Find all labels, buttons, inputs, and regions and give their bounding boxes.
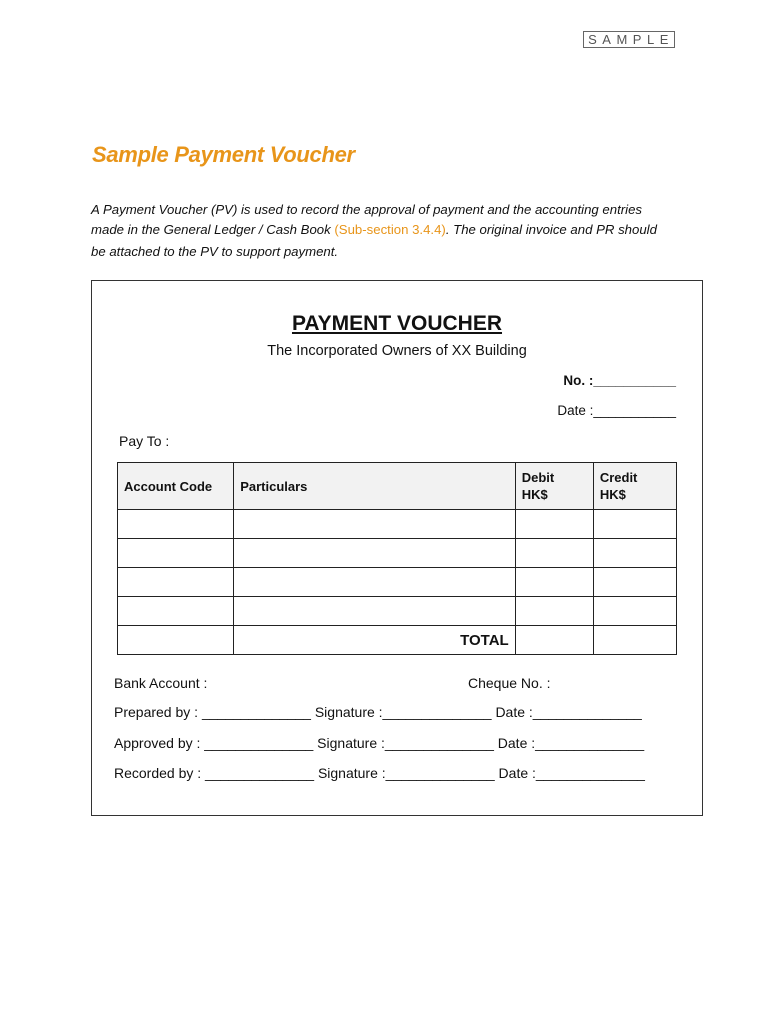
intro-line-2-tail: . The original invoice and PR should	[445, 222, 657, 237]
pay-to-field: Pay To :	[119, 433, 170, 449]
voucher-date-field: Date :___________	[557, 403, 676, 418]
entry-cell[interactable]	[118, 510, 234, 539]
total-debit-cell[interactable]	[515, 626, 593, 655]
entry-cell[interactable]	[515, 568, 593, 597]
subsection-reference: (Sub-section 3.4.4)	[334, 222, 446, 237]
accounting-entries-table	[117, 462, 677, 655]
entry-cell[interactable]	[118, 626, 234, 655]
intro-line-2-text: made in the General Ledger / Cash Book	[91, 222, 335, 237]
header-credit-label: Credit	[599, 470, 638, 485]
entry-cell[interactable]	[593, 568, 676, 597]
intro-paragraph	[91, 200, 703, 262]
header-credit	[593, 463, 676, 510]
entry-cell[interactable]	[118, 597, 234, 626]
intro-line-3: be attached to the PV to support payment.	[91, 244, 339, 259]
entry-cell[interactable]	[515, 510, 593, 539]
cheque-number-field: Cheque No. :	[468, 675, 551, 691]
header-account-code: Account Code	[118, 463, 234, 510]
prepared-by-line: Prepared by : ______________ Signature :______________ Date :______________	[114, 704, 642, 720]
voucher-number-field: No. :___________	[563, 373, 676, 388]
intro-line-1: A Payment Voucher (PV) is used to record the approval of payment and the accounting entries	[91, 202, 643, 217]
header-debit-label: Debit	[521, 470, 555, 485]
header-particulars: Particulars	[234, 463, 516, 510]
table-row	[118, 510, 677, 539]
sample-stamp: SAMPLE	[583, 31, 675, 48]
approved-by-line: Approved by : ______________ Signature :______________ Date :______________	[114, 735, 645, 751]
table-row	[118, 568, 677, 597]
payment-voucher-form	[91, 280, 703, 816]
entry-cell[interactable]	[515, 597, 593, 626]
entry-cell[interactable]	[118, 568, 234, 597]
total-label: TOTAL	[234, 626, 516, 655]
entry-cell[interactable]	[593, 510, 676, 539]
intro-line-2	[91, 220, 703, 240]
organization-name: The Incorporated Owners of XX Building	[267, 343, 527, 359]
entry-cell[interactable]	[234, 539, 516, 568]
total-credit-cell[interactable]	[593, 626, 676, 655]
entry-cell[interactable]	[118, 539, 234, 568]
recorded-by-line: Recorded by : ______________ Signature :______________ Date :______________	[114, 765, 645, 781]
header-credit-unit: HK$	[599, 487, 626, 502]
entry-cell[interactable]	[515, 539, 593, 568]
table-header-row	[118, 463, 677, 510]
table-row	[118, 539, 677, 568]
entry-cell[interactable]	[593, 539, 676, 568]
header-debit	[515, 463, 593, 510]
document-title: Sample Payment Voucher	[92, 142, 355, 167]
bank-account-field: Bank Account :	[114, 675, 208, 691]
entry-cell[interactable]	[234, 510, 516, 539]
table-row	[118, 597, 677, 626]
entry-cell[interactable]	[593, 597, 676, 626]
total-row	[118, 626, 677, 655]
voucher-heading: PAYMENT VOUCHER	[291, 312, 503, 335]
entry-cell[interactable]	[234, 597, 516, 626]
entry-cell[interactable]	[234, 568, 516, 597]
header-debit-unit: HK$	[521, 487, 548, 502]
